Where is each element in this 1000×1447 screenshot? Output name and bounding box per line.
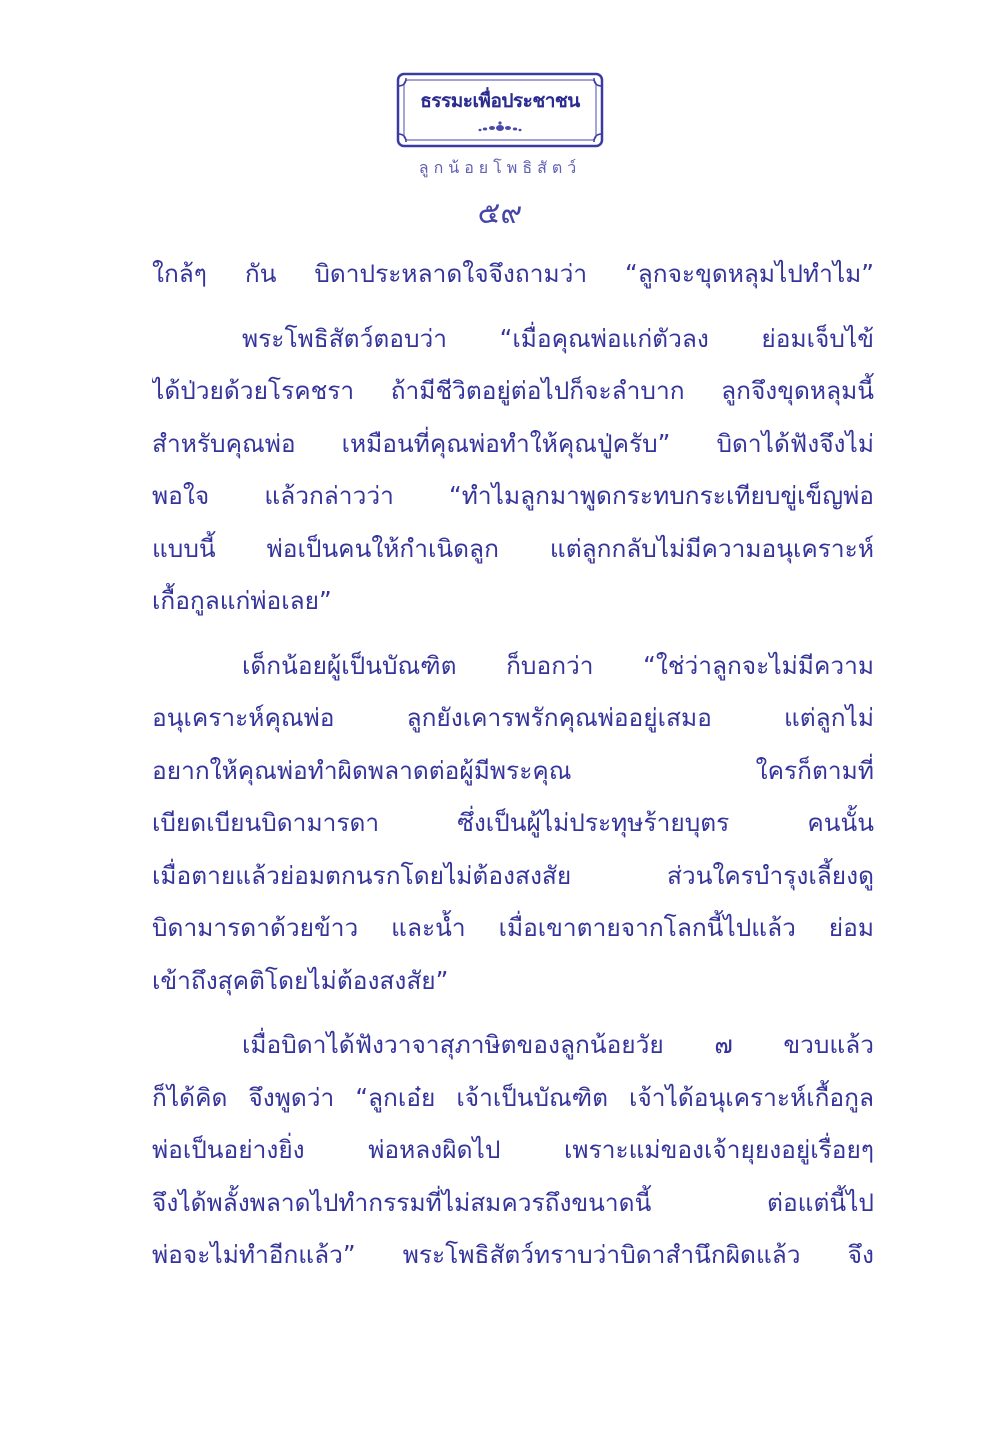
header-logo (396, 72, 604, 148)
text-line: ใกล้ๆ กัน บิดาประหลาดใจจึงถามว่า “ลูกจะขุดหลุมไปทำไม” (152, 259, 874, 288)
text-line: พอใจ แล้วกล่าวว่า “ทำไมลูกมาพูดกระทบกระเทียบขู่เข็ญพ่อ (152, 481, 874, 510)
text-line: พระโพธิสัตว์ตอบว่า “เมื่อคุณพ่อแก่ตัวลง ย่อมเจ็บไข้ (242, 323, 874, 353)
logo-text: ธรรมะเพื่อประชาชน (420, 90, 580, 112)
text-line: พ่อจะไม่ทำอีกแล้ว” พระโพธิสัตว์ทราบว่าบิดาสำนึกผิดแล้ว จึง (152, 1240, 874, 1269)
text-line: เด็กน้อยผู้เป็นบัณฑิต ก็บอกว่า “ใช่ว่าลูกจะไม่มีความ (242, 650, 874, 680)
paragraph (152, 248, 874, 301)
text-line: ได้ป่วยด้วยโรคชรา ถ้ามีชีวิตอยู่ต่อไปก็จะลำบาก ลูกจึงขุดหลุมนี้ (152, 376, 874, 405)
text-line: พ่อเป็นอย่างยิ่ง พ่อหลงผิดไป เพราะแม่ของเจ้ายุยงอยู่เรื่อยๆ (152, 1135, 874, 1164)
page-number: ๕๙ (477, 196, 523, 231)
text-line: ก็ได้คิด จึงพูดว่า “ลูกเอ๋ย เจ้าเป็นบัณฑิต เจ้าได้อนุเคราะห์เกื้อกูล (152, 1082, 874, 1112)
text-line: เมื่อบิดาได้ฟังวาจาสุภาษิตของลูกน้อยวัย ๗ ขวบแล้ว (242, 1030, 874, 1059)
text-line: เข้าถึงสุคติโดยไม่ต้องสงสัย” (152, 965, 449, 995)
paragraph (152, 1019, 874, 1282)
text-line: เมื่อตายแล้วย่อมตกนรกโดยไม่ต้องสงสัย ส่วนใครบำรุงเลี้ยงดู (152, 860, 874, 890)
text-line: อนุเคราะห์คุณพ่อ ลูกยังเคารพรักคุณพ่ออยู่เสมอ แต่ลูกไม่ (152, 703, 874, 732)
text-line: เบียดเบียนบิดามารดา ซึ่งเป็นผู้ไม่ประทุษร้ายบุตร คนนั้น (152, 808, 874, 837)
text-line: สำหรับคุณพ่อ เหมือนที่คุณพ่อทำให้คุณปู่ครับ” บิดาได้ฟังจึงไม่ (152, 428, 874, 458)
text-line: แบบนี้ พ่อเป็นคนให้กำเนิดลูก แต่ลูกกลับไม่มีความอนุเคราะห์ (152, 533, 874, 563)
paragraph (152, 640, 874, 1008)
series-title: ลูกน้อยโพธิสัตว์ (418, 158, 582, 177)
text-line: บิดามารดาด้วยข้าว และน้ำ เมื่อเขาตายจากโลกนี้ไปแล้ว ย่อม (152, 913, 874, 942)
text-line: เกื้อกูลแก่พ่อเลย” (152, 586, 332, 615)
body-text (152, 248, 874, 1282)
text-line: จึงได้พลั้งพลาดไปทำกรรมที่ไม่สมควรถึงขนาดนี้ ต่อแต่นี้ไป (152, 1187, 874, 1217)
text-line: อยากให้คุณพ่อทำผิดพลาดต่อผู้มีพระคุณ ใครก็ตามที่ (152, 755, 874, 785)
paragraph (152, 313, 874, 628)
